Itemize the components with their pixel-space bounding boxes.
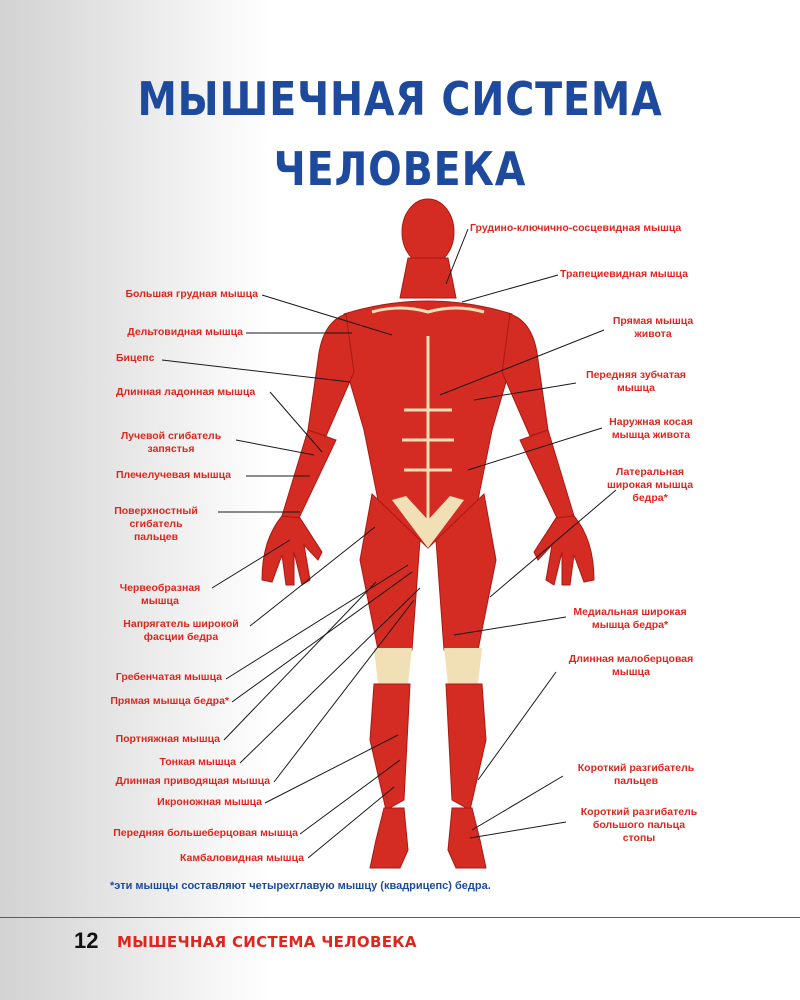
label-vastus-lateralis: Латеральная широкая мышца бедра* bbox=[606, 466, 694, 504]
label-peroneus-longus: Длинная малоберцовая мышца bbox=[568, 653, 694, 678]
label-sternocleidomastoid: Грудино-ключично-сосцевидная мышца bbox=[470, 222, 682, 234]
page-number: 12 bbox=[74, 928, 99, 953]
left-foot bbox=[370, 808, 408, 868]
label-gastrocnemius: Икроножная мышца bbox=[157, 796, 262, 808]
footer-divider bbox=[0, 917, 800, 918]
running-title: МЫШЕЧНАЯ СИСТЕМА ЧЕЛОВЕКА bbox=[117, 933, 417, 951]
label-brachioradialis: Плечелучевая мышца bbox=[116, 469, 232, 481]
label-extensor-digitorum-brevis: Короткий разгибатель пальцев bbox=[577, 762, 695, 787]
label-rectus-abdominis: Прямая мышца живота bbox=[612, 315, 694, 340]
footnote: *эти мышцы составляют четырехглавую мышцу (квадрицепс) бедра. bbox=[110, 880, 491, 892]
left-upper-arm bbox=[308, 314, 354, 436]
label-tensor-fasciae-latae: Напрягатель широкой фасции бедра bbox=[123, 618, 239, 643]
leader-line-extensor-digitorum-brevis bbox=[472, 776, 563, 830]
page-title-line-2: ЧЕЛОВЕКА bbox=[273, 142, 527, 196]
label-gracilis: Тонкая мышца bbox=[159, 756, 236, 768]
right-forearm bbox=[520, 430, 574, 520]
label-tibialis-anterior: Передняя большеберцовая мышца bbox=[113, 827, 298, 839]
left-knee bbox=[374, 648, 412, 684]
label-pectoralis-major: Большая грудная мышца bbox=[125, 288, 258, 300]
right-foot bbox=[448, 808, 486, 868]
neck bbox=[400, 258, 456, 298]
label-extensor-hallucis-brevis: Короткий разгибатель большого пальца стопы bbox=[580, 806, 698, 844]
right-upper-arm bbox=[502, 314, 548, 436]
label-pectineus: Гребенчатая мышца bbox=[115, 671, 222, 683]
head bbox=[402, 199, 454, 265]
label-flexor-carpi-radialis: Лучевой сгибатель запястья bbox=[120, 430, 222, 455]
human-body-muscle-figure bbox=[262, 199, 594, 868]
label-lumbricals: Червеобразная мышца bbox=[119, 582, 201, 607]
label-palmaris-longus: Длинная ладонная мышца bbox=[116, 386, 256, 398]
leader-line-peroneus-longus bbox=[478, 672, 556, 780]
right-knee bbox=[444, 648, 482, 684]
label-vastus-medialis: Медиальная широкая мышца бедра* bbox=[573, 606, 687, 631]
label-external-oblique: Наружная косая мышца живота bbox=[609, 416, 693, 441]
page-title-line-1: МЫШЕЧНАЯ СИСТЕМА bbox=[137, 72, 663, 126]
leader-line-trapezius bbox=[462, 275, 558, 302]
label-rectus-femoris: Прямая мышца бедра* bbox=[110, 695, 229, 707]
leader-line-sartorius bbox=[224, 582, 376, 740]
label-serratus-anterior: Передняя зубчатая мышца bbox=[586, 369, 686, 394]
label-biceps: Бицепс bbox=[116, 352, 155, 364]
label-flexor-digitorum-superficialis: Поверхностный сгибатель пальцев bbox=[114, 505, 198, 543]
left-hand bbox=[262, 516, 322, 585]
label-adductor-longus: Длинная приводящая мышца bbox=[115, 775, 270, 787]
left-forearm bbox=[282, 430, 336, 520]
label-sartorius: Портняжная мышца bbox=[115, 733, 220, 745]
right-hand bbox=[534, 516, 594, 585]
label-deltoid: Дельтовидная мышца bbox=[127, 326, 243, 338]
label-trapezius: Трапециевидная мышца bbox=[560, 268, 688, 280]
left-shin bbox=[370, 684, 410, 810]
right-shin bbox=[446, 684, 486, 810]
label-soleus: Камбаловидная мышца bbox=[180, 852, 304, 864]
leader-line-extensor-hallucis-brevis bbox=[470, 822, 566, 838]
